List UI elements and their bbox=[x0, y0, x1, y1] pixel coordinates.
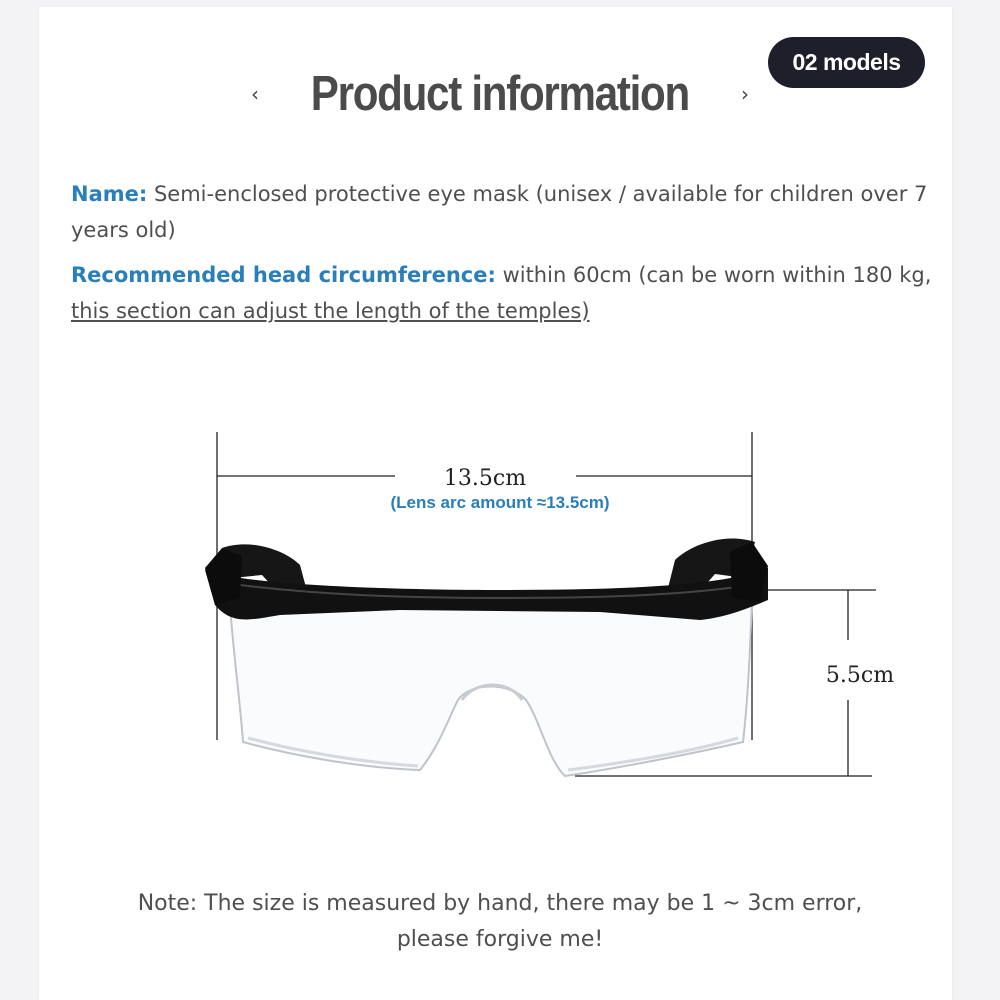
safety-goggles-image bbox=[205, 538, 768, 776]
models-badge: 02 models bbox=[768, 37, 925, 88]
measurement-note: Note: The size is measured by hand, there may be 1 ~ 3cm error, please forgive me! bbox=[137, 891, 863, 952]
name-value: Semi-enclosed protective eye mask (unisex / available for children over 7 years old) bbox=[71, 182, 928, 242]
page-title: Product information bbox=[310, 67, 690, 121]
height-measure-label: 5.5cm bbox=[825, 663, 895, 688]
lens-arc-note: (Lens arc amount ≈13.5cm) bbox=[390, 493, 610, 512]
clear-lens bbox=[230, 600, 752, 776]
chevron-left-icon[interactable]: ‹ bbox=[251, 82, 260, 106]
head-circumference-value: within 60cm (can be worn within 180 kg, bbox=[502, 263, 932, 287]
left-hinge bbox=[205, 548, 242, 605]
head-circumference-label: Recommended head circumference: bbox=[71, 263, 496, 287]
chevron-right-icon[interactable]: › bbox=[740, 82, 749, 106]
width-measure-label: 13.5cm bbox=[443, 466, 527, 491]
name-label: Name: bbox=[71, 182, 148, 206]
head-circumference-underlined-note: this section can adjust the length of the temples) bbox=[71, 299, 590, 323]
